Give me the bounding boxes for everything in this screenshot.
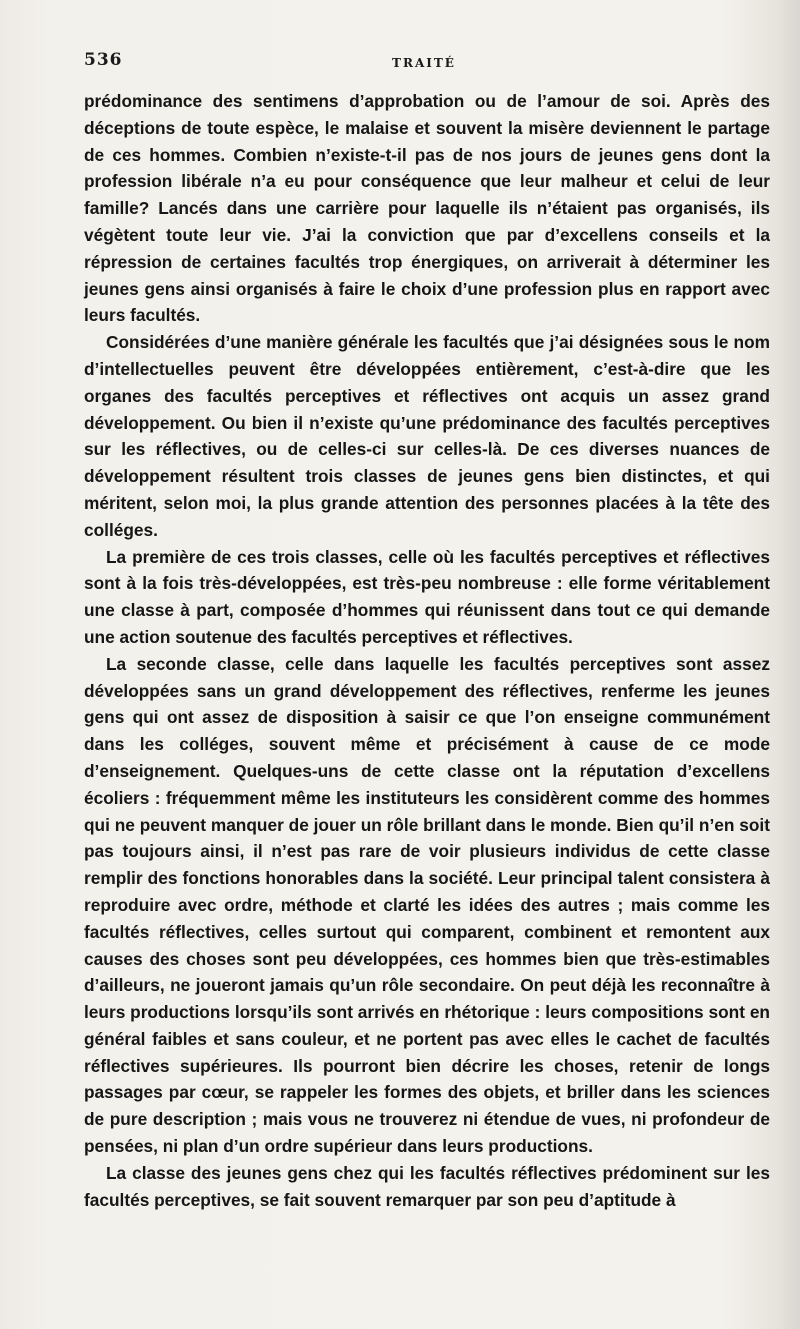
paragraph: La première de ces trois classes, celle où les facultés perceptives et réflectives sont à la fois très-développées, est très-peu nombreuse : elle forme véritablement une classe à part, composée d’hommes qui réunissent dans tout ce qui demande une action soutenue des facultés perceptives et réflectives. xyxy=(84,546,770,647)
running-title: TRAITÉ xyxy=(392,56,456,70)
paragraph: Considérées d’une manière générale les facultés que j’ai désignées sous le nom d’intellectuelles peuvent être développées entièrement, c’est-à-dire que les organes des facultés perceptives et réflectives ont acquis un assez grand développement. Ou bien il n’existe qu’une prédominance des facultés perceptives sur les réflectives, ou de celles-ci sur celles-là. De ces diverses nuances de développement résultent trois classes de jeunes gens bien distinctes, et qui méritent, selon moi, la plus grande attention des personnes placées à la tête des colléges. xyxy=(84,332,770,540)
paragraph: prédominance des sentimens d’approbation ou de l’amour de soi. Après des déceptions de toute espèce, le malaise et souvent la misère deviennent le partage de ces hommes. Combien n’existe-t-il pas de nos jours de jeunes gens dont la profession libérale n’a eu pour conséquence que leur malheur et celui de leur famille? Lancés dans une carrière pour laquelle ils n’étaient pas organisés, ils végètent toute leur vie. J’ai la conviction que par d’excellens conseils et la répression de certaines facultés trop énergiques, on arriverait à déterminer les jeunes gens ainsi organisés à faire le choix d’une profession plus en rapport avec leurs facultés. xyxy=(84,91,770,326)
page-header xyxy=(84,50,764,80)
body-text xyxy=(84,88,770,1213)
paragraph: La classe des jeunes gens chez qui les facultés réflectives prédominent sur les facultés perceptives, se fait souvent remarquer par son peu d’aptitude à xyxy=(84,1162,770,1210)
page-number: 536 xyxy=(84,50,123,70)
paragraph: La seconde classe, celle dans laquelle les facultés perceptives sont assez développées sans un grand développement des réflectives, renferme les jeunes gens qui ont assez de disposition à saisir ce que l’on enseigne communément dans les colléges, souvent même et précisément à cause de ce mode d’enseignement. Quelques-uns de cette classe ont la réputation d’excellens écoliers : fréquemment même les instituteurs les considèrent comme des hommes qui ne peuvent manquer de jouer un rôle brillant dans le monde. Bien qu’il n’en soit pas toujours ainsi, il n’est pas rare de voir plusieurs individus de cette classe remplir des fonctions honorables dans la société. Leur principal talent consistera à reproduire avec ordre, méthode et clarté les idées des autres ; mais comme les facultés réflectives, celles surtout qui comparent, combinent et remontent aux causes des choses sont peu développées, ces hommes bien que très-estimables d’ailleurs, ne joueront jamais qu’un rôle secondaire. On peut déjà les reconnaître à leurs productions lorsqu’ils sont arrivés en rhétorique : leurs compositions sont en général faibles et sans couleur, et ne portent pas avec elles le cachet de facultés réflectives supérieures. Ils pourront bien décrire les choses, retenir de longs passages par cœur, se rappeler les formes des objets, et briller dans les sciences de pure description ; mais vous ne trouverez ni étendue de vues, ni profondeur de pensées, ni plan d’un ordre supérieur dans leurs productions. xyxy=(84,653,770,1157)
